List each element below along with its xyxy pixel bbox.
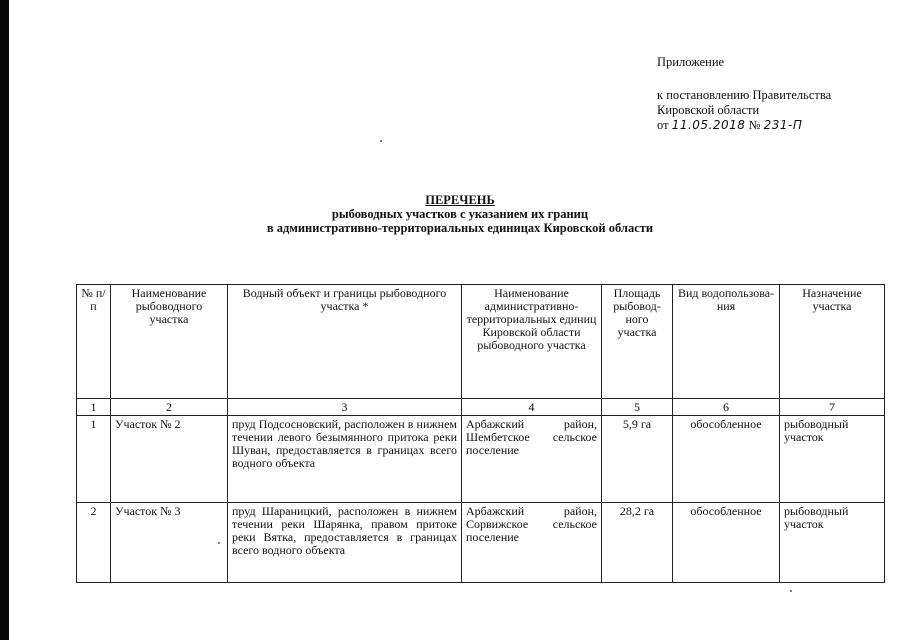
plot-name: Участок № 2 (111, 416, 228, 503)
header-cell: Наименование рыбоводного участка (111, 285, 228, 399)
header-cell: Назначение участка (780, 285, 885, 399)
header-cell: Площадь рыбовод-ного участка (602, 285, 673, 399)
scan-speck (380, 140, 382, 142)
document-title (200, 193, 720, 235)
column-number: 7 (780, 399, 885, 416)
date-prefix: от (657, 118, 669, 132)
plot-name: Участок № 3 (111, 503, 228, 583)
table-row (77, 416, 885, 503)
appendix-label: Приложение (657, 55, 725, 69)
header-cell: Вид водопользова-ния (673, 285, 780, 399)
plot-size: 5,9 га (602, 416, 673, 503)
plot-purpose: рыбоводный участок (780, 416, 885, 503)
table-header-row (77, 285, 885, 399)
column-number: 6 (673, 399, 780, 416)
water-body: пруд Шараницкий, расположен в нижнем течении реки Шарянка, правом притоке реки Вятка, предоставляется в границах всего водного объекта (228, 503, 462, 583)
title-line3: в административно-территориальных единицах Кировской области (266, 221, 654, 235)
scan-speck (218, 542, 220, 544)
number-sign: № (748, 118, 761, 132)
plot-size: 28,2 га (602, 503, 673, 583)
appendix-decree-line: к постановлению Правительства (657, 88, 832, 102)
header-cell: Водный объект и границы рыбоводного участка * (228, 285, 462, 399)
header-cell: Наименование административно-территориальных единиц Кировской области рыбоводного участка (462, 285, 602, 399)
admin-unit: Арбажский район, Шембетское сельское поселение (462, 416, 602, 503)
water-use-type: обособленное (673, 503, 780, 583)
number-value: 231-П (763, 118, 803, 132)
column-number-row (77, 399, 885, 416)
appendix-region-line: Кировской области (657, 103, 760, 117)
water-body: пруд Подсосновский, расположен в нижнем течении левого безымянного притока реки Шуван, предоставляется в границах всего водного объекта (228, 416, 462, 503)
title-line2: рыбоводных участков с указанием их границ (331, 207, 589, 221)
admin-unit: Арбажский район, Сорвижское сельское поселение (462, 503, 602, 583)
plot-purpose: рыбоводный участок (780, 503, 885, 583)
fish-plots-table (76, 284, 885, 583)
date-value: 11.05.2018 (671, 118, 746, 132)
title-main: ПЕРЕЧЕНЬ (425, 193, 495, 207)
appendix-date-line (657, 118, 831, 133)
column-number: 4 (462, 399, 602, 416)
scan-edge-bar (0, 0, 9, 640)
appendix-block (657, 55, 831, 133)
column-number: 3 (228, 399, 462, 416)
scan-speck (790, 590, 792, 592)
row-number: 1 (77, 416, 111, 503)
column-number: 2 (111, 399, 228, 416)
column-number: 5 (602, 399, 673, 416)
table-row (77, 503, 885, 583)
header-cell: № п/п (77, 285, 111, 399)
row-number: 2 (77, 503, 111, 583)
column-number: 1 (77, 399, 111, 416)
water-use-type: обособленное (673, 416, 780, 503)
